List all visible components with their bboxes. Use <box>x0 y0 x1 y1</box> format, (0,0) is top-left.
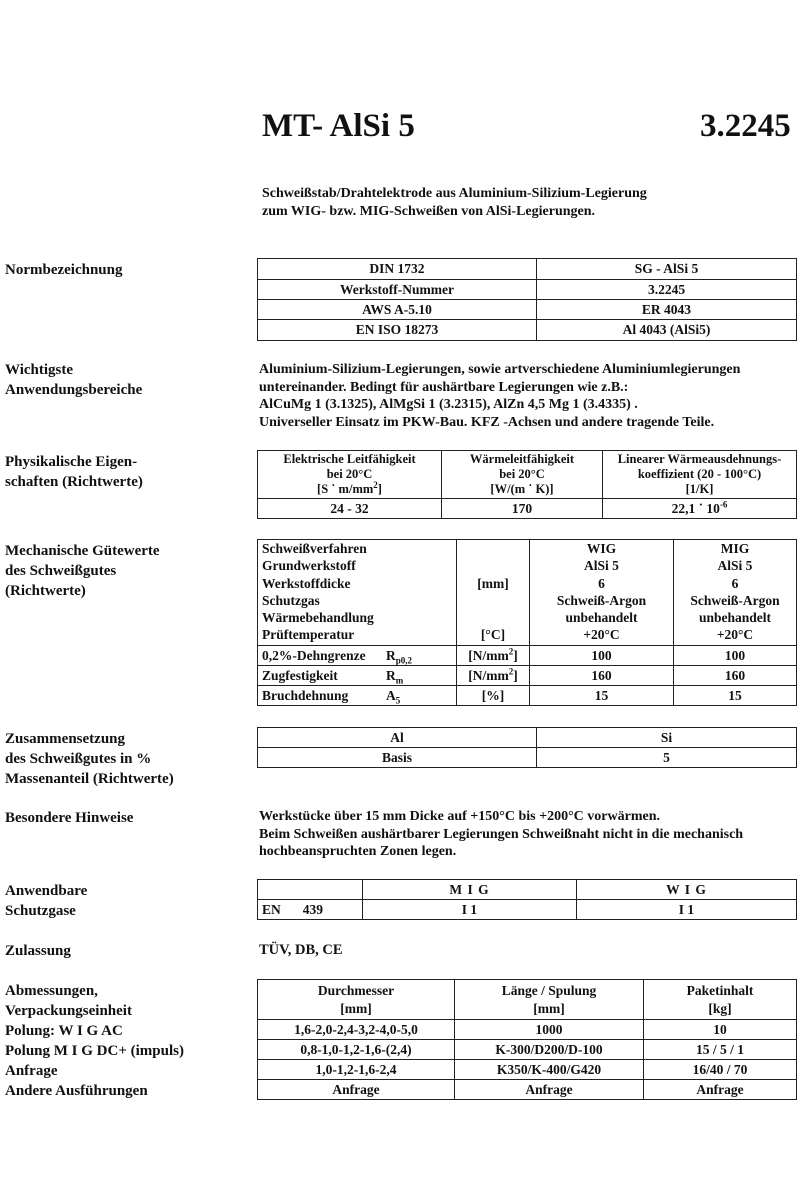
table-row <box>258 280 797 300</box>
unit-text: [N/mm <box>468 647 509 663</box>
table-cell: Anfrage <box>258 1080 455 1100</box>
param-unit <box>461 609 525 626</box>
mig-values-cell <box>674 540 797 646</box>
table-header-cell: Al <box>258 728 537 748</box>
wig-value: Schweiß-Argon <box>556 592 647 608</box>
table-cell: 1000 <box>455 1020 644 1040</box>
property-symbol <box>386 688 400 704</box>
table-header-cell <box>455 980 644 1020</box>
label-line: Zusammensetzung <box>5 731 126 747</box>
section-label-anwendung <box>5 360 142 400</box>
norm-cell <box>258 900 363 920</box>
symbol-text: R <box>386 667 396 683</box>
property-name-cell <box>258 686 457 706</box>
text-line: Aluminium-Silizium-Legierungen, sowie artverschiedene Aluminiumlegierungen <box>259 362 741 377</box>
unit-text: ] <box>377 482 382 496</box>
property-symbol <box>386 648 412 664</box>
table-row <box>258 666 797 686</box>
header-text: Elektrische Leitfähigkeit <box>283 452 416 466</box>
table-cell: 0,8-1,0-1,2-1,6-(2,4) <box>258 1040 455 1060</box>
header-text: bei 20°C <box>326 467 373 481</box>
param-units-cell <box>457 540 530 646</box>
mig-value: 6 <box>731 575 739 591</box>
label-line: Verpackungseinheit <box>5 1003 132 1019</box>
label-line: des Schweißgutes in % <box>5 751 152 767</box>
param-unit <box>461 592 525 609</box>
unit-cell <box>457 666 530 686</box>
mig-value: Schweiß-Argon <box>690 592 780 608</box>
param-unit <box>461 557 525 574</box>
header-text: koeffizient (20 - 100°C) <box>637 467 762 481</box>
shielding-gas-table <box>257 879 797 920</box>
symbol-subscript: p0,2 <box>395 655 413 666</box>
norm-table <box>257 258 797 341</box>
table-cell: Basis <box>258 748 537 768</box>
description-line: Schweißstab/Drahtelektrode aus Aluminium-Silizium-Legierung <box>262 186 647 201</box>
label-line: Physikalische Eigen- <box>5 454 138 470</box>
text-line: Universeller Einsatz im PKW-Bau. KFZ -Achsen und andere tragende Teile. <box>259 414 715 430</box>
unit-exponent: 2 <box>373 479 378 490</box>
unit-exponent: 2 <box>508 646 514 656</box>
param-name: Schweißverfahren <box>262 541 367 556</box>
table-cell: I 1 <box>577 900 797 920</box>
table-cell: K350/K-400/G420 <box>455 1060 644 1080</box>
table-cell: 160 <box>530 666 674 686</box>
wig-value: WIG <box>586 541 617 556</box>
param-name: Werkstoffdicke <box>262 575 351 591</box>
table-cell: SG - AlSi 5 <box>537 259 797 280</box>
label-line: Anwendbare <box>5 883 88 899</box>
param-name: Grundwerkstoff <box>262 558 356 574</box>
material-number: 3.2245 <box>700 108 791 144</box>
table-cell: 100 <box>674 646 797 666</box>
header-text: Durchmesser <box>317 982 395 998</box>
table-row <box>258 1060 797 1080</box>
section-label-abmessungen <box>5 981 184 1101</box>
hinweise-text <box>259 808 743 861</box>
table-row <box>258 880 797 900</box>
text-line: AlCuMg 1 (3.1325), AlMgSi 1 (3.2315), AlZn 4,5 Mg 1 (3.4335) . <box>259 397 638 412</box>
param-unit: [°C] <box>480 627 506 643</box>
symbol-subscript: 5 <box>395 695 401 706</box>
property-symbol <box>386 668 403 684</box>
section-label-norm: Normbezeichnung <box>5 262 123 278</box>
wig-value: AlSi 5 <box>584 558 619 574</box>
unit-exponent: 2 <box>508 666 514 676</box>
text-line: hochbeanspruchten Zonen legen. <box>259 844 457 859</box>
table-cell: 3.2245 <box>537 280 797 300</box>
header-unit: [mm] <box>533 1000 565 1016</box>
param-name: Wärmebehandlung <box>262 610 374 626</box>
table-row <box>258 728 797 748</box>
table-cell: 160 <box>674 666 797 686</box>
section-label-zusammensetzung <box>5 729 174 789</box>
header-unit <box>262 479 437 497</box>
table-row <box>258 980 797 1020</box>
label-line: Massenanteil (Richtwerte) <box>5 771 174 787</box>
property-name-cell <box>258 666 457 686</box>
section-label-schutzgase <box>5 881 87 921</box>
table-cell: DIN 1732 <box>258 259 537 280</box>
table-cell: Al 4043 (AlSi5) <box>537 320 797 341</box>
anwendung-text <box>259 361 740 431</box>
section-label-mech <box>5 541 160 601</box>
symbol-subscript: m <box>395 675 404 686</box>
param-unit <box>461 540 525 557</box>
norm-prefix: EN <box>262 901 281 917</box>
table-cell: Werkstoff-Nummer <box>258 280 537 300</box>
table-row <box>258 900 797 920</box>
param-names-cell <box>258 540 457 646</box>
label-line: Andere Ausführungen <box>5 1083 148 1099</box>
wig-values-cell <box>530 540 674 646</box>
label-line: (Richtwerte) <box>5 583 86 599</box>
table-row <box>258 259 797 280</box>
table-cell: 10 <box>644 1020 797 1040</box>
table-header-cell <box>644 980 797 1020</box>
header-text: Linearer Wärmeausdehnungs- <box>617 452 782 466</box>
label-line: schaften (Richtwerte) <box>5 474 143 490</box>
value-exponent: -6 <box>719 499 728 509</box>
label-line: Polung: W I G AC <box>5 1023 123 1039</box>
section-label-hinweise: Besondere Hinweise <box>5 810 134 826</box>
label-line: des Schweißgutes <box>5 563 117 579</box>
text-line: Werkstücke über 15 mm Dicke auf +150°C bis +200°C vorwärmen. <box>259 809 660 824</box>
dimensions-table <box>257 979 797 1100</box>
table-cell: 5 <box>537 748 797 768</box>
mig-value: AlSi 5 <box>717 558 753 574</box>
param-unit: [mm] <box>477 575 509 591</box>
norm-number: 439 <box>302 901 324 917</box>
table-row <box>258 451 797 499</box>
table-row <box>258 320 797 341</box>
label-line: Polung M I G DC+ (impuls) <box>5 1043 184 1059</box>
header-text: Länge / Spulung <box>501 982 597 998</box>
table-cell: 100 <box>530 646 674 666</box>
value-text: 22,1 ˙ 10 <box>671 500 720 516</box>
table-header-cell: Si <box>537 728 797 748</box>
header-unit: [1/K] <box>685 482 714 496</box>
unit-cell: [%] <box>457 686 530 706</box>
table-row <box>258 1040 797 1060</box>
table-cell: 16/40 / 70 <box>644 1060 797 1080</box>
property-name: Zugfestigkeit <box>262 667 338 683</box>
table-row <box>258 499 797 519</box>
table-cell: 170 <box>442 499 603 519</box>
mig-value: unbehandelt <box>698 610 772 626</box>
table-header-cell <box>603 451 797 499</box>
table-header-cell <box>258 451 442 499</box>
label-line: Anfrage <box>5 1063 58 1079</box>
table-cell: 1,6-2,0-2,4-3,2-4,0-5,0 <box>258 1020 455 1040</box>
table-cell: 15 <box>530 686 674 706</box>
header-unit: [mm] <box>340 1000 372 1016</box>
text-line: untereinander. Bedingt für aushärtbare Legierungen wie z.B.: <box>259 379 629 395</box>
table-header-cell <box>442 451 603 499</box>
unit-text: ] <box>513 667 518 683</box>
header-unit: [kg] <box>708 1000 732 1016</box>
table-cell: ER 4043 <box>537 300 797 320</box>
table-row <box>258 1020 797 1040</box>
param-name: Schutzgas <box>262 592 320 608</box>
wig-value: +20°C <box>583 627 620 643</box>
description-line: zum WIG- bzw. MIG-Schweißen von AlSi-Legierungen. <box>262 204 596 219</box>
product-title: MT- AlSi 5 <box>262 108 415 144</box>
symbol-text: A <box>386 687 396 703</box>
unit-cell <box>457 646 530 666</box>
composition-table <box>257 727 797 768</box>
text-line: Beim Schweißen aushärtbarer Legierungen Schweißnaht nicht in die mechanisch <box>259 826 744 842</box>
property-name: 0,2%-Dehngrenze <box>262 647 366 663</box>
label-line: Schutzgase <box>5 903 76 919</box>
wig-value: unbehandelt <box>565 610 638 626</box>
table-row <box>258 540 797 646</box>
table-cell: I 1 <box>363 900 577 920</box>
unit-text: [S ˙ m/mm <box>317 482 374 496</box>
table-row <box>258 1080 797 1100</box>
table-cell: 24 - 32 <box>258 499 442 519</box>
property-name-cell <box>258 646 457 666</box>
physik-table <box>257 450 797 519</box>
unit-text: [N/mm <box>468 667 509 683</box>
table-row <box>258 748 797 768</box>
section-label-zulassung: Zulassung <box>5 943 71 959</box>
header-text: bei 20°C <box>499 467 545 481</box>
table-cell: 1,0-1,2-1,6-2,4 <box>258 1060 455 1080</box>
product-description <box>262 185 647 221</box>
table-cell: Anfrage <box>644 1080 797 1100</box>
table-cell <box>603 499 797 519</box>
unit-text: ] <box>513 647 518 663</box>
table-cell: AWS A-5.10 <box>258 300 537 320</box>
section-label-physik <box>5 452 143 492</box>
mech-table <box>257 539 797 706</box>
mig-value: +20°C <box>716 627 754 643</box>
header-text: Paketinhalt <box>686 982 754 998</box>
zulassung-value: TÜV, DB, CE <box>259 942 343 958</box>
param-name: Prüftemperatur <box>262 627 355 643</box>
table-cell: K-300/D200/D-100 <box>455 1040 644 1060</box>
table-header-cell: M I G <box>363 880 577 900</box>
wig-value: 6 <box>598 575 605 591</box>
table-row <box>258 300 797 320</box>
table-cell: Anfrage <box>455 1080 644 1100</box>
label-line: Wichtigste <box>5 362 74 378</box>
table-row <box>258 686 797 706</box>
table-cell: EN ISO 18273 <box>258 320 537 341</box>
label-line: Abmessungen, <box>5 983 98 999</box>
header-text: Wärmeleitfähigkeit <box>469 452 575 466</box>
table-header-cell <box>258 980 455 1020</box>
table-cell: 15 <box>674 686 797 706</box>
property-name: Bruchdehnung <box>262 687 349 703</box>
mig-value: MIG <box>720 541 750 556</box>
table-cell: 15 / 5 / 1 <box>644 1040 797 1060</box>
table-header-cell <box>258 880 363 900</box>
symbol-text: R <box>386 647 396 663</box>
label-line: Anwendungsbereiche <box>5 382 143 398</box>
table-row <box>258 646 797 666</box>
label-line: Mechanische Gütewerte <box>5 543 160 559</box>
table-header-cell: W I G <box>577 880 797 900</box>
header-unit: [W/(m ˙ K)] <box>490 482 554 496</box>
